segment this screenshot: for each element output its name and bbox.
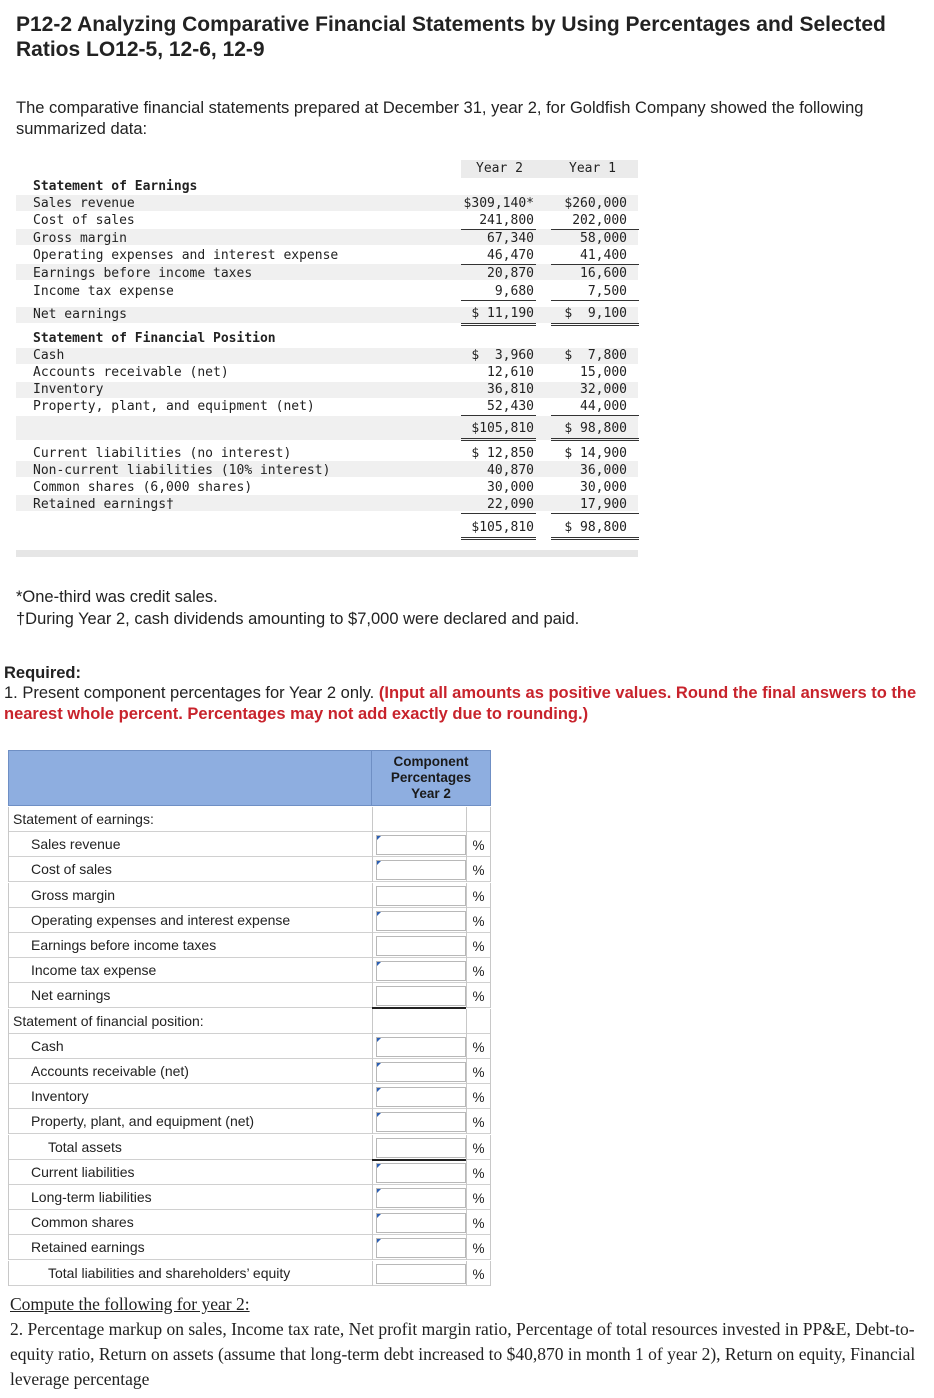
percent-cell-earnings-before-tax — [466, 933, 491, 958]
table-header-label-cell — [8, 750, 372, 806]
cell-marker-icon — [377, 962, 381, 966]
cell-marker-icon — [377, 1214, 381, 1218]
inventory-year1: 32,000 — [580, 382, 627, 397]
total-liabilities-equity-percent-input[interactable] — [376, 1264, 466, 1284]
percent-cell-current-liabilities — [466, 1160, 491, 1185]
percent-cell-total-liabilities-equity — [466, 1261, 491, 1286]
percent-symbol: % — [472, 1165, 485, 1181]
accounts-receivable-percent-input[interactable] — [376, 1062, 466, 1082]
cell-marker-icon — [377, 1038, 381, 1042]
underline — [461, 300, 536, 301]
cell-marker-icon — [377, 1063, 381, 1067]
earnings-before-tax-year1: 16,600 — [580, 266, 627, 281]
col-header-year1: Year 1 — [569, 161, 616, 176]
row-label-retained-earnings: Retained earnings — [8, 1235, 372, 1260]
table-row-operating-expenses — [8, 908, 491, 933]
table-row-gross-margin — [8, 883, 491, 908]
gross-margin-percent-input[interactable] — [376, 886, 466, 906]
net-earnings-percent-input[interactable] — [376, 986, 466, 1006]
earnings-before-tax-year2: 20,870 — [487, 266, 534, 281]
table-row-common-shares — [8, 1210, 491, 1235]
current-liabilities-percent-input[interactable] — [376, 1163, 466, 1183]
percent-cell-total-assets — [466, 1135, 491, 1160]
footnote-credit-sales: *One-third was credit sales. — [16, 588, 218, 606]
percent-cell-sales-revenue — [466, 832, 491, 857]
row-label-section-position: Statement of financial position: — [8, 1009, 372, 1034]
gross-margin-year1: 58,000 — [580, 231, 627, 246]
cash-year1: $ 7,800 — [564, 348, 627, 363]
percent-cell-section-position — [466, 1009, 491, 1034]
input-cell-total-assets — [372, 1135, 466, 1160]
input-cell-inventory — [372, 1084, 466, 1109]
retained-earnings-year2: 22,090 — [487, 497, 534, 512]
row-stripe — [16, 416, 638, 440]
table-row-total-assets — [8, 1135, 491, 1160]
net-earnings-label: Net earnings — [33, 307, 127, 322]
input-cell-accounts-receivable — [372, 1059, 466, 1084]
required-text — [4, 683, 929, 725]
position-heading: Statement of Financial Position — [33, 331, 276, 346]
row-label-ppe: Property, plant, and equipment (net) — [8, 1109, 372, 1134]
income-tax-year2: 9,680 — [494, 284, 534, 299]
inventory-label: Inventory — [33, 382, 104, 397]
double-underline — [551, 440, 639, 441]
cell-marker-icon — [377, 836, 381, 840]
income-tax-percent-input[interactable] — [376, 961, 466, 981]
input-cell-net-earnings — [372, 983, 466, 1008]
double-underline — [461, 325, 536, 326]
input-cell-operating-expenses — [372, 908, 466, 933]
compute-text: 2. Percentage markup on sales, Income tax rate, Net profit margin ratio, Percentage of total resources invested in PP&E, Debt-to-equity ratio, Return on assets (assume that long-term debt increased to $40,870 in month 1 of year 2), Return on equity, Financial leverage percentage — [10, 1319, 916, 1389]
input-cell-section-position — [372, 1009, 466, 1034]
percent-cell-long-term-liabilities — [466, 1185, 491, 1210]
double-underline — [461, 438, 536, 439]
cost-of-sales-year2: 241,800 — [479, 213, 534, 228]
underline — [461, 513, 536, 514]
sales-revenue-year2: $309,140* — [463, 196, 534, 211]
required-question: 1. Present component percentages for Year 2 only. — [4, 684, 379, 702]
percent-symbol: % — [472, 1065, 485, 1080]
net-earnings-year1: $ 9,100 — [564, 306, 627, 321]
table-row-inventory — [8, 1084, 491, 1109]
underline — [551, 513, 639, 514]
underline — [551, 415, 639, 416]
ppe-year1: 44,000 — [580, 399, 627, 414]
common-shares-year2: 30,000 — [487, 480, 534, 495]
table-row-cash — [8, 1034, 491, 1059]
cell-marker-icon — [377, 1113, 381, 1117]
input-cell-ppe — [372, 1109, 466, 1134]
input-cell-cash — [372, 1034, 466, 1059]
row-label-earnings-before-tax: Earnings before income taxes — [8, 933, 372, 958]
total-assets-percent-input[interactable] — [376, 1138, 466, 1158]
earnings-before-tax-label: Earnings before income taxes — [33, 266, 253, 281]
input-cell-sales-revenue — [372, 832, 466, 857]
table-row-section-earnings — [8, 807, 491, 832]
ppe-percent-input[interactable] — [376, 1112, 466, 1132]
percent-cell-operating-expenses — [466, 908, 491, 933]
input-cell-earnings-before-tax — [372, 933, 466, 958]
cost-of-sales-label: Cost of sales — [33, 213, 135, 228]
common-shares-percent-input[interactable] — [376, 1213, 466, 1233]
block-bottom-rule — [16, 550, 638, 557]
income-tax-label: Income tax expense — [33, 284, 174, 299]
table-row-income-tax — [8, 958, 491, 983]
percent-cell-section-earnings — [466, 807, 491, 832]
total-rule — [372, 1159, 466, 1161]
percent-cell-retained-earnings — [466, 1235, 491, 1260]
row-label-accounts-receivable: Accounts receivable (net) — [8, 1059, 372, 1084]
double-underline — [461, 440, 536, 441]
retained-earnings-percent-input[interactable] — [376, 1238, 466, 1258]
sales-revenue-year1: $260,000 — [564, 196, 627, 211]
double-underline — [551, 539, 639, 540]
percent-symbol: % — [472, 1115, 485, 1131]
table-row-accounts-receivable — [8, 1059, 491, 1084]
percent-symbol: % — [472, 1191, 485, 1206]
percent-cell-cash — [466, 1034, 491, 1059]
earnings-before-tax-percent-input[interactable] — [376, 936, 466, 956]
cash-year2: $ 3,960 — [471, 348, 534, 363]
accounts-receivable-year1: 15,000 — [580, 365, 627, 380]
table-row-net-earnings — [8, 983, 491, 1008]
operating-expenses-label: Operating expenses and interest expense — [33, 248, 339, 263]
cash-percent-input[interactable] — [376, 1037, 466, 1057]
current-liabilities-label: Current liabilities (no interest) — [33, 446, 292, 461]
common-shares-label: Common shares (6,000 shares) — [33, 480, 253, 495]
row-label-total-liabilities-equity: Total liabilities and shareholders’ equity — [8, 1261, 372, 1286]
percent-symbol: % — [472, 1090, 485, 1106]
retained-earnings-year1: 17,900 — [580, 497, 627, 512]
cell-marker-icon — [377, 861, 381, 865]
percent-symbol: % — [472, 888, 485, 904]
input-cell-gross-margin — [372, 883, 466, 908]
common-shares-year1: 30,000 — [580, 480, 627, 495]
percent-symbol: % — [472, 1039, 485, 1055]
ppe-label: Property, plant, and equipment (net) — [33, 399, 315, 414]
table-row-section-position — [8, 1009, 491, 1034]
cell-marker-icon — [377, 1164, 381, 1168]
table-row-sales-revenue — [8, 832, 491, 857]
accounts-receivable-label: Accounts receivable (net) — [33, 365, 229, 380]
input-cell-common-shares — [372, 1210, 466, 1235]
double-underline — [461, 539, 536, 540]
input-cell-income-tax — [372, 958, 466, 983]
earnings-heading: Statement of Earnings — [33, 179, 198, 194]
row-label-sales-revenue: Sales revenue — [8, 832, 372, 857]
component-header-text: Component Percentages Year 2 — [390, 754, 472, 801]
percent-cell-gross-margin — [466, 883, 491, 908]
operating-expenses-year2: 46,470 — [487, 248, 534, 263]
table-row-cost-of-sales — [8, 857, 491, 882]
table-row-long-term-liabilities — [8, 1185, 491, 1210]
input-cell-cost-of-sales — [372, 857, 466, 882]
row-label-inventory: Inventory — [8, 1084, 372, 1109]
accounts-receivable-year2: 12,610 — [487, 365, 534, 380]
percent-symbol: % — [472, 838, 485, 854]
total-liabilities-equity-year2: $105,810 — [471, 520, 534, 535]
required-heading: Required: — [4, 664, 82, 682]
table-row-earnings-before-tax — [8, 933, 491, 958]
sales-revenue-label: Sales revenue — [33, 196, 135, 211]
double-underline — [551, 323, 639, 324]
input-cell-long-term-liabilities — [372, 1185, 466, 1210]
row-label-cash: Cash — [8, 1034, 372, 1059]
noncurrent-liabilities-year2: 40,870 — [487, 463, 534, 478]
row-label-common-shares: Common shares — [8, 1210, 372, 1235]
percent-cell-inventory — [466, 1084, 491, 1109]
row-stripe — [16, 382, 638, 398]
table-header-component — [372, 750, 491, 806]
cell-marker-icon — [377, 912, 381, 916]
underline — [551, 264, 639, 265]
intro-paragraph: The comparative financial statements prepared at December 31, year 2, for Goldfish Company showed the following summarized data: — [16, 99, 864, 138]
row-stripe — [16, 348, 638, 364]
percent-symbol: % — [472, 1266, 485, 1282]
row-label-income-tax: Income tax expense — [8, 958, 372, 983]
inventory-year2: 36,810 — [487, 382, 534, 397]
cell-marker-icon — [377, 1189, 381, 1193]
input-cell-retained-earnings — [372, 1235, 466, 1260]
percent-symbol: % — [472, 964, 485, 980]
percent-symbol: % — [472, 939, 485, 954]
gross-margin-year2: 67,340 — [487, 231, 534, 246]
component-percentages-table — [8, 750, 491, 1286]
gross-margin-label: Gross margin — [33, 231, 127, 246]
noncurrent-liabilities-year1: 36,000 — [580, 463, 627, 478]
percent-symbol: % — [472, 1241, 485, 1257]
problem-title: P12-2 Analyzing Comparative Financial Statements by Using Percentages and Selected Ratios LO12-5, 12-6, 12-9 — [16, 13, 886, 61]
total-assets-year1: $ 98,800 — [564, 421, 627, 436]
cash-label: Cash — [33, 348, 65, 363]
required-instruction: (Input all amounts as positive values. Round the final answers to the nearest whole percent. Percentages may not add exactly due to rounding.) — [4, 684, 917, 723]
double-underline — [551, 325, 639, 326]
row-label-section-earnings: Statement of earnings: — [8, 807, 372, 832]
footnote-dividends: †During Year 2, cash dividends amounting to $7,000 were declared and paid. — [16, 610, 580, 628]
ppe-year2: 52,430 — [487, 399, 534, 414]
underline — [461, 415, 536, 416]
long-term-liabilities-percent-input[interactable] — [376, 1188, 466, 1208]
double-underline — [551, 537, 639, 538]
cost-of-sales-percent-input[interactable] — [376, 860, 466, 880]
table-row-retained-earnings — [8, 1235, 491, 1260]
operating-expenses-year1: 41,400 — [580, 248, 627, 263]
inventory-percent-input[interactable] — [376, 1087, 466, 1107]
percent-cell-net-earnings — [466, 983, 491, 1008]
cost-of-sales-year1: 202,000 — [572, 213, 627, 228]
underline — [461, 229, 536, 230]
percent-symbol: % — [472, 913, 485, 929]
percent-cell-income-tax — [466, 958, 491, 983]
row-label-total-assets: Total assets — [8, 1135, 372, 1160]
table-row-total-liabilities-equity — [8, 1261, 491, 1286]
row-label-net-earnings: Net earnings — [8, 983, 372, 1008]
net-earnings-year2: $ 11,190 — [471, 306, 534, 321]
input-cell-total-liabilities-equity — [372, 1261, 466, 1286]
double-underline — [461, 323, 536, 324]
double-underline — [551, 438, 639, 439]
table-row-ppe — [8, 1109, 491, 1134]
input-cell-current-liabilities — [372, 1160, 466, 1185]
cell-marker-icon — [377, 1088, 381, 1092]
double-underline — [461, 537, 536, 538]
row-label-operating-expenses: Operating expenses and interest expense — [8, 908, 372, 933]
row-label-gross-margin: Gross margin — [8, 883, 372, 908]
financial-statements — [16, 160, 638, 558]
operating-expenses-percent-input[interactable] — [376, 911, 466, 931]
income-tax-year1: 7,500 — [587, 284, 627, 299]
row-label-current-liabilities: Current liabilities — [8, 1160, 372, 1185]
percent-symbol: % — [472, 1140, 485, 1156]
current-liabilities-year1: $ 14,900 — [564, 446, 627, 461]
total-rule — [372, 1007, 466, 1009]
retained-earnings-label: Retained earnings† — [33, 497, 174, 512]
input-cell-section-earnings — [372, 807, 466, 832]
underline — [551, 229, 639, 230]
compute-heading: Compute the following for year 2: — [10, 1294, 250, 1314]
cell-marker-icon — [377, 1239, 381, 1243]
percent-symbol: % — [472, 863, 485, 879]
row-label-long-term-liabilities: Long-term liabilities — [8, 1185, 372, 1210]
percent-symbol: % — [472, 1216, 485, 1232]
underline — [461, 264, 536, 265]
noncurrent-liabilities-label: Non-current liabilities (10% interest) — [33, 463, 331, 478]
total-liabilities-equity-year1: $ 98,800 — [564, 520, 627, 535]
underline — [551, 300, 639, 301]
current-liabilities-year2: $ 12,850 — [471, 446, 534, 461]
row-label-cost-of-sales: Cost of sales — [8, 857, 372, 882]
total-assets-year2: $105,810 — [471, 421, 534, 436]
percent-cell-common-shares — [466, 1210, 491, 1235]
percent-cell-cost-of-sales — [466, 857, 491, 882]
percent-cell-ppe — [466, 1109, 491, 1134]
sales-revenue-percent-input[interactable] — [376, 835, 466, 855]
percent-symbol: % — [472, 989, 485, 1005]
col-header-year2: Year 2 — [476, 161, 523, 176]
table-row-current-liabilities — [8, 1160, 491, 1185]
percent-cell-accounts-receivable — [466, 1059, 491, 1084]
